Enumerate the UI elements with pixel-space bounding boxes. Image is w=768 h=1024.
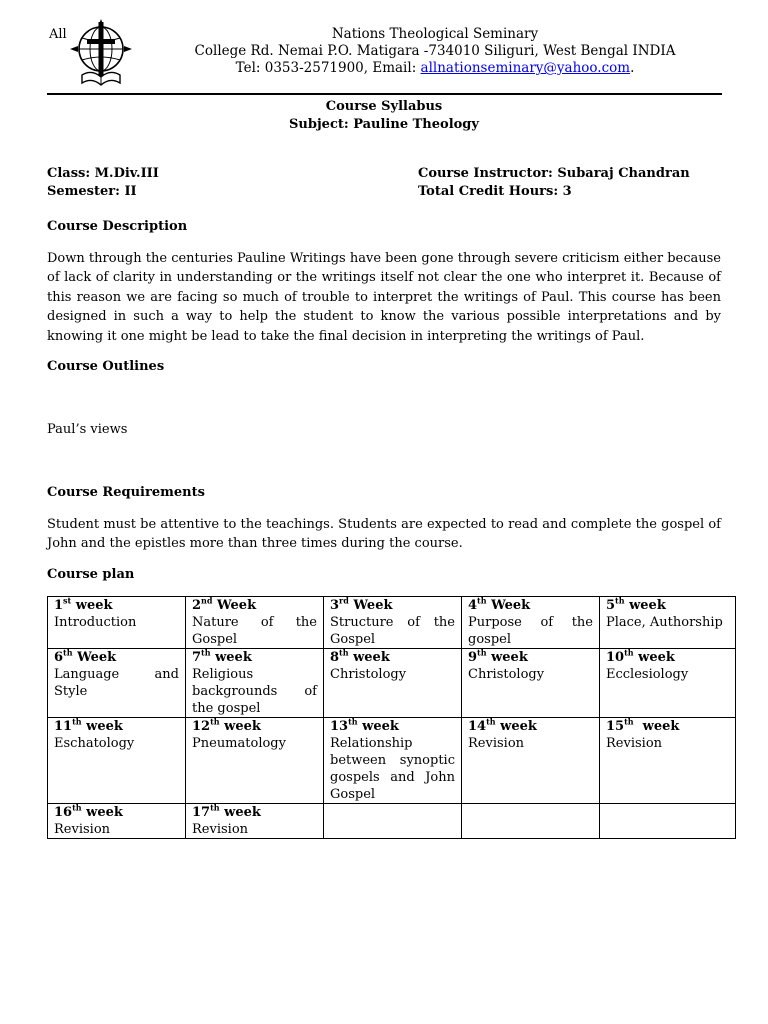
plan-cell (48, 804, 186, 839)
week-topic: Revision (54, 822, 111, 837)
week-unit: week (81, 719, 123, 734)
week-number: 7 (192, 650, 202, 665)
course-plan-heading: Course plan (47, 567, 135, 582)
plan-cell (324, 649, 462, 718)
week-ordinal-suffix: th (477, 595, 487, 606)
week-unit: week (633, 719, 680, 734)
course-description-heading: Course Description (47, 219, 188, 234)
week-number: 16 (54, 805, 73, 820)
week-topic: Christology (330, 667, 407, 682)
week-label (192, 649, 317, 666)
plan-cell (600, 597, 736, 649)
week-ordinal-suffix: th (477, 647, 487, 658)
week-ordinal-suffix: rd (339, 595, 349, 606)
course-outlines-heading: Course Outlines (47, 359, 165, 374)
week-unit: week (495, 719, 537, 734)
header-block (150, 26, 720, 77)
plan-cell (186, 597, 324, 649)
week-topic: Pneumatology (192, 736, 286, 751)
week-ordinal-suffix: th (624, 716, 634, 727)
table-row (48, 804, 736, 839)
plan-cell (324, 597, 462, 649)
week-topic: Structure of the Gospel (330, 615, 455, 647)
plan-cell (462, 804, 600, 839)
week-ordinal-suffix: th (624, 647, 634, 658)
week-unit: week (210, 650, 252, 665)
week-label (54, 718, 179, 735)
week-topic: Ecclesiology (606, 667, 689, 682)
week-topic: Place, Authorship (606, 615, 723, 630)
week-ordinal-suffix: th (210, 802, 220, 813)
header-divider (47, 93, 722, 95)
week-label (468, 718, 593, 735)
week-unit: week (357, 719, 399, 734)
week-number: 13 (330, 719, 349, 734)
plan-cell (48, 718, 186, 804)
week-unit: week (219, 805, 261, 820)
week-topic: Revision (468, 736, 525, 751)
week-ordinal-suffix: st (63, 595, 72, 606)
plan-cell (186, 804, 324, 839)
subject-title: Subject: Pauline Theology (289, 117, 479, 132)
course-requirements-text: Student must be attentive to the teachings. Students are expected to read and complete the gospel of John and the epistles more than three times during the course. (47, 517, 721, 552)
week-ordinal-suffix: th (615, 595, 625, 606)
week-label (330, 649, 455, 666)
plan-cell (600, 718, 736, 804)
week-ordinal-suffix: th (63, 647, 73, 658)
plan-cell (186, 718, 324, 804)
course-plan-table (47, 596, 736, 839)
week-unit: week (219, 719, 261, 734)
week-topic: Nature of the Gospel (192, 615, 317, 647)
plan-cell (324, 718, 462, 804)
week-label (192, 804, 317, 821)
course-description-text: Down through the centuries Pauline Writings have been gone through severe criticism either because of lack of clarity in understanding or the writings itself not clear the one who interpret it. Because of this reason we are facing so much of trouble to interpret the writings of Paul. This course has been designed in such a way to help the student to know the various possible interpretations and by knowing it one might be lead to take the final decision in interpreting the writings of Paul. (47, 251, 721, 344)
week-topic: Purpose of the gospel (468, 615, 593, 647)
week-label (606, 597, 729, 614)
plan-cell (48, 597, 186, 649)
week-ordinal-suffix: nd (201, 595, 213, 606)
credit-hours-label: Total Credit Hours: 3 (418, 184, 572, 199)
course-requirements-heading: Course Requirements (47, 485, 205, 500)
week-number: 1 (54, 598, 64, 613)
week-unit: Week (348, 598, 393, 613)
week-unit: Week (212, 598, 257, 613)
week-unit: week (81, 805, 123, 820)
week-number: 3 (330, 598, 340, 613)
seminary-address: College Rd. Nemai P.O. Matigara -734010 Siliguri, West Bengal INDIA (194, 43, 676, 59)
contact-line (150, 60, 720, 77)
class-label: Class: M.Div.III (47, 166, 159, 181)
week-label (330, 718, 455, 735)
week-unit: week (348, 650, 390, 665)
week-number: 11 (54, 719, 73, 734)
week-number: 10 (606, 650, 625, 665)
week-number: 8 (330, 650, 340, 665)
week-unit: week (71, 598, 113, 613)
plan-cell (324, 804, 462, 839)
week-label (330, 597, 455, 614)
week-label (54, 804, 179, 821)
plan-cell (462, 718, 600, 804)
week-label (468, 649, 593, 666)
week-label (192, 597, 317, 614)
semester-label: Semester: II (47, 184, 137, 199)
plan-cell (462, 597, 600, 649)
email-link[interactable]: allnationseminary@yahoo.com (420, 60, 631, 76)
table-row (48, 597, 736, 649)
week-label (468, 597, 593, 614)
instructor-label: Course Instructor: Subaraj Chandran (418, 166, 690, 181)
week-label (54, 597, 179, 614)
week-unit: Week (486, 598, 531, 613)
email-suffix: . (630, 60, 635, 76)
week-label (54, 649, 179, 666)
week-ordinal-suffix: th (72, 716, 82, 727)
seminary-name: Nations Theological Seminary (331, 26, 539, 42)
week-number: 4 (468, 598, 478, 613)
course-plan-body (48, 597, 736, 839)
telephone-text: Tel: 0353-2571900, Email: (235, 60, 421, 76)
seminary-logo-icon (70, 19, 132, 89)
week-topic: Language and Style (54, 667, 179, 699)
week-number: 5 (606, 598, 616, 613)
week-label (606, 718, 729, 735)
plan-cell (462, 649, 600, 718)
week-unit: week (633, 650, 675, 665)
week-ordinal-suffix: th (210, 716, 220, 727)
week-unit: Week (72, 650, 117, 665)
week-topic: Introduction (54, 615, 137, 630)
week-number: 17 (192, 805, 211, 820)
header-all-text: All (49, 27, 67, 42)
week-number: 12 (192, 719, 211, 734)
week-topic: Christology (468, 667, 545, 682)
week-ordinal-suffix: th (72, 802, 82, 813)
week-number: 14 (468, 719, 487, 734)
week-ordinal-suffix: th (348, 716, 358, 727)
table-row (48, 649, 736, 718)
plan-cell (600, 649, 736, 718)
week-ordinal-suffix: th (201, 647, 211, 658)
week-number: 9 (468, 650, 478, 665)
week-label (606, 649, 729, 666)
plan-cell (600, 804, 736, 839)
course-syllabus-title: Course Syllabus (325, 99, 443, 114)
week-ordinal-suffix: th (486, 716, 496, 727)
week-unit: week (486, 650, 528, 665)
week-unit: week (624, 598, 666, 613)
plan-cell (48, 649, 186, 718)
week-label (192, 718, 317, 735)
week-number: 6 (54, 650, 64, 665)
week-number: 15 (606, 719, 625, 734)
plan-cell (186, 649, 324, 718)
week-topic: Revision (192, 822, 249, 837)
week-topic: Revision (606, 736, 663, 751)
week-topic: Religious backgrounds of the gospel (192, 667, 317, 716)
table-row (48, 718, 736, 804)
week-topic: Eschatology (54, 736, 135, 751)
week-ordinal-suffix: th (339, 647, 349, 658)
week-topic: Relationship between synoptic gospels and John Gospel (330, 736, 455, 802)
course-outline-item: Paul’s views (47, 422, 128, 437)
week-number: 2 (192, 598, 202, 613)
